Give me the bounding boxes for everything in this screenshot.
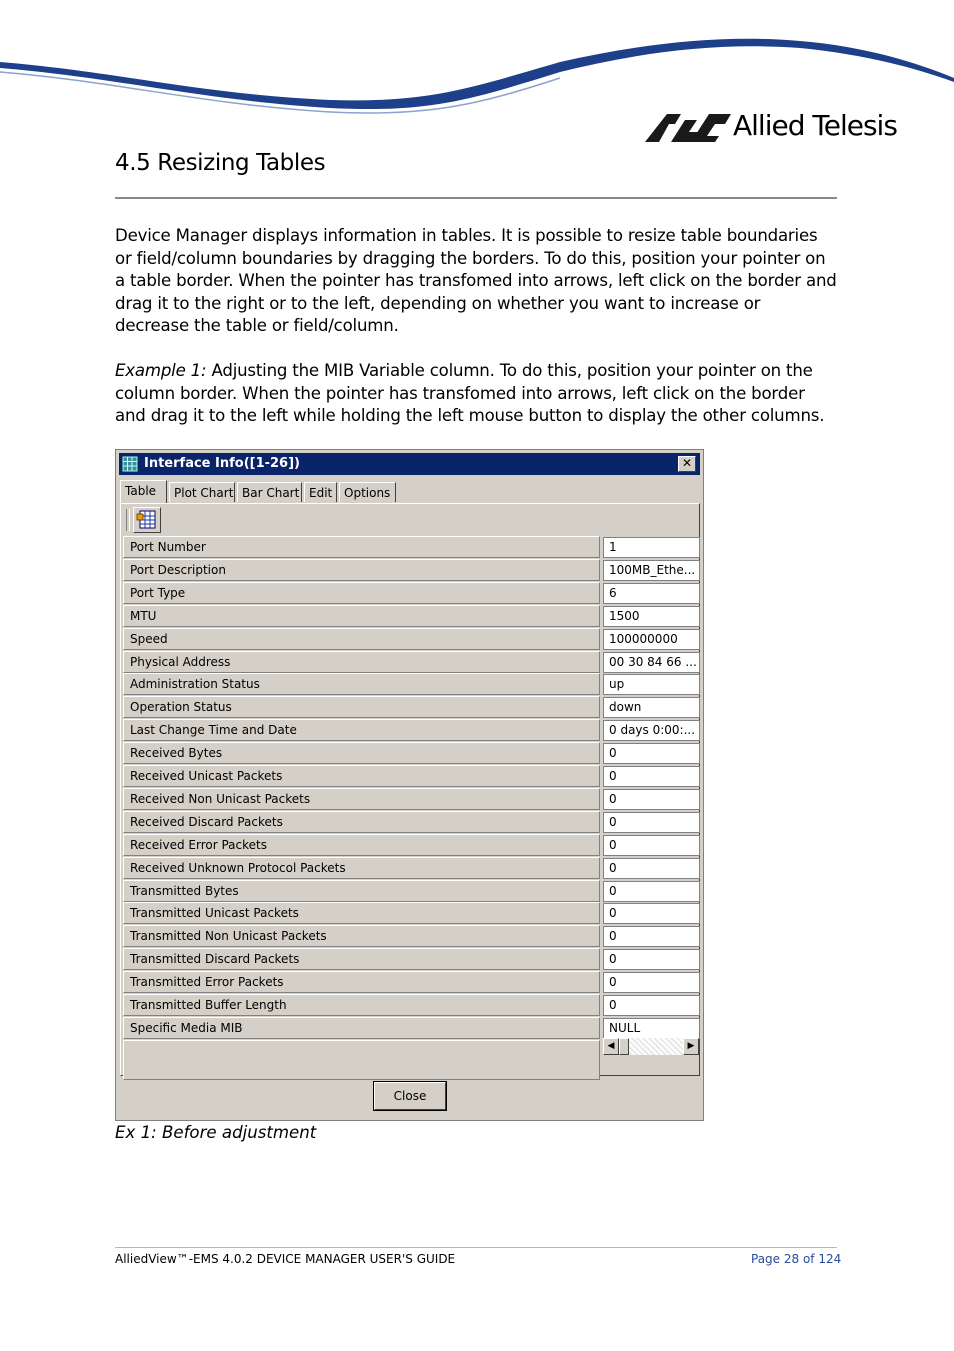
mib-variable-cell: Port Type bbox=[123, 582, 600, 604]
mib-variable-cell: Operation Status bbox=[123, 696, 600, 718]
table-row[interactable] bbox=[123, 605, 700, 627]
value-cell[interactable]: 100000000 bbox=[603, 629, 700, 650]
value-cell[interactable]: 0 bbox=[603, 949, 700, 970]
mib-variable-cell: Port Description bbox=[123, 559, 600, 581]
mib-variable-cell: Specific Media MIB bbox=[123, 1017, 600, 1039]
value-cell[interactable]: 0 bbox=[603, 926, 700, 947]
footer-page-number: Page 28 of 124 bbox=[751, 1252, 842, 1266]
table-row[interactable] bbox=[123, 696, 700, 718]
table-row[interactable] bbox=[123, 673, 700, 695]
value-cell[interactable]: 0 bbox=[603, 835, 700, 856]
table-grid-icon bbox=[122, 456, 138, 472]
mib-variable-cell: Received Unicast Packets bbox=[123, 765, 600, 787]
mib-variable-cell: Port Number bbox=[123, 536, 600, 558]
value-cell[interactable]: 0 days 0:00:... bbox=[603, 720, 700, 741]
window-titlebar[interactable] bbox=[119, 453, 700, 475]
tab-bar-chart[interactable]: Bar Chart bbox=[237, 482, 302, 502]
value-cell[interactable]: 1500 bbox=[603, 606, 700, 627]
mib-variable-cell: Administration Status bbox=[123, 673, 600, 695]
interface-info-window bbox=[115, 449, 704, 1121]
mib-variable-cell: Received Discard Packets bbox=[123, 811, 600, 833]
table-row[interactable] bbox=[123, 765, 700, 787]
footer-guide-title: AlliedView™-EMS 4.0.2 DEVICE MANAGER USER'S GUIDE bbox=[115, 1252, 456, 1266]
example-label: Example 1: bbox=[115, 361, 207, 380]
mib-variable-cell: Transmitted Buffer Length bbox=[123, 994, 600, 1016]
allied-telesis-logo bbox=[645, 108, 905, 148]
mib-variable-cell: Received Non Unicast Packets bbox=[123, 788, 600, 810]
mib-variable-cell: Received Bytes bbox=[123, 742, 600, 764]
toolbar-separator bbox=[126, 509, 130, 531]
table-row[interactable] bbox=[123, 536, 700, 558]
value-cell[interactable]: NULL bbox=[603, 1018, 700, 1039]
tab-plot-chart[interactable]: Plot Chart bbox=[169, 482, 235, 502]
table-row[interactable] bbox=[123, 582, 700, 604]
scroll-thumb[interactable] bbox=[619, 1038, 629, 1055]
window-close-icon[interactable]: ✕ bbox=[678, 456, 696, 472]
table-row[interactable] bbox=[123, 719, 700, 741]
table-row[interactable] bbox=[123, 857, 700, 879]
mib-variable-cell: Transmitted Discard Packets bbox=[123, 948, 600, 970]
table-row[interactable] bbox=[123, 902, 700, 924]
value-cell[interactable]: 0 bbox=[603, 995, 700, 1016]
tab-table[interactable]: Table bbox=[120, 480, 167, 503]
value-cell[interactable]: up bbox=[603, 674, 700, 695]
toolbar-table-button[interactable] bbox=[133, 507, 161, 533]
table-row[interactable] bbox=[123, 811, 700, 833]
value-cell[interactable]: 0 bbox=[603, 789, 700, 810]
brand-name: Allied Telesis bbox=[733, 109, 897, 142]
mib-variable-cell: MTU bbox=[123, 605, 600, 627]
window-title: Interface Info([1-26]) bbox=[144, 456, 300, 471]
tab-edit[interactable]: Edit bbox=[304, 482, 337, 502]
example-text: Adjusting the MIB Variable column. To do this, position your pointer on the column border. When the pointer has transfomed into arrows, left click on the border and drag it to the left while holding the left mouse button to display the other columns. bbox=[115, 361, 825, 425]
table-row[interactable] bbox=[123, 948, 700, 970]
value-cell[interactable]: 0 bbox=[603, 858, 700, 879]
table-row[interactable] bbox=[123, 651, 700, 673]
value-cell[interactable]: 6 bbox=[603, 583, 700, 604]
table-row[interactable] bbox=[123, 788, 700, 810]
mib-variable-cell: Transmitted Unicast Packets bbox=[123, 902, 600, 924]
table-row[interactable] bbox=[123, 1017, 700, 1039]
value-cell[interactable]: down bbox=[603, 697, 700, 718]
example-paragraph bbox=[115, 360, 837, 428]
table-row[interactable] bbox=[123, 628, 700, 650]
value-cell[interactable]: 0 bbox=[603, 881, 700, 902]
horizontal-scrollbar[interactable] bbox=[603, 1038, 699, 1056]
table-row[interactable] bbox=[123, 925, 700, 947]
mib-variable-cell: Transmitted Bytes bbox=[123, 880, 600, 902]
table-row[interactable] bbox=[123, 994, 700, 1016]
table-row[interactable] bbox=[123, 880, 700, 902]
table-row[interactable] bbox=[123, 559, 700, 581]
value-cell[interactable]: 0 bbox=[603, 972, 700, 993]
tab-options[interactable]: Options bbox=[339, 482, 396, 502]
value-cell[interactable]: 0 bbox=[603, 903, 700, 924]
table-row[interactable] bbox=[123, 742, 700, 764]
table-row[interactable] bbox=[123, 834, 700, 856]
scroll-left-icon[interactable]: ◀ bbox=[603, 1038, 619, 1055]
mib-variable-cell: Transmitted Non Unicast Packets bbox=[123, 925, 600, 947]
value-cell[interactable]: 0 bbox=[603, 766, 700, 787]
value-cell[interactable]: 0 bbox=[603, 743, 700, 764]
table-tab-panel bbox=[120, 503, 700, 1076]
logo-mark-icon bbox=[645, 114, 731, 142]
mib-variable-cell: Last Change Time and Date bbox=[123, 719, 600, 741]
value-cell[interactable]: 00 30 84 66 ... bbox=[603, 652, 700, 673]
title-divider bbox=[115, 197, 837, 199]
mib-variable-cell: Speed bbox=[123, 628, 600, 650]
table-empty-area bbox=[123, 1040, 600, 1080]
mib-table bbox=[123, 536, 700, 1051]
scroll-right-icon[interactable]: ▶ bbox=[683, 1038, 699, 1055]
mib-variable-cell: Transmitted Error Packets bbox=[123, 971, 600, 993]
close-button[interactable]: Close bbox=[374, 1082, 446, 1110]
mib-variable-cell: Received Unknown Protocol Packets bbox=[123, 857, 600, 879]
footer-divider bbox=[115, 1247, 837, 1248]
mib-variable-cell: Received Error Packets bbox=[123, 834, 600, 856]
intro-paragraph: Device Manager displays information in tables. It is possible to resize table boundaries or field/column boundaries by dragging the borders. To do this, position your pointer on a table border. When the pointer has transfomed into arrows, left click on the border and drag it to the right or to the left, depending on whether you want to increase or decrease the table or field/column. bbox=[115, 226, 837, 335]
value-cell[interactable]: 100MB_Ethe... bbox=[603, 560, 700, 581]
mib-variable-cell: Physical Address bbox=[123, 651, 600, 673]
section-title: 4.5 Resizing Tables bbox=[115, 150, 326, 176]
value-cell[interactable]: 0 bbox=[603, 812, 700, 833]
value-cell[interactable]: 1 bbox=[603, 537, 700, 558]
table-view-icon bbox=[136, 510, 158, 530]
figure-caption: Ex 1: Before adjustment bbox=[115, 1123, 317, 1142]
table-row[interactable] bbox=[123, 971, 700, 993]
